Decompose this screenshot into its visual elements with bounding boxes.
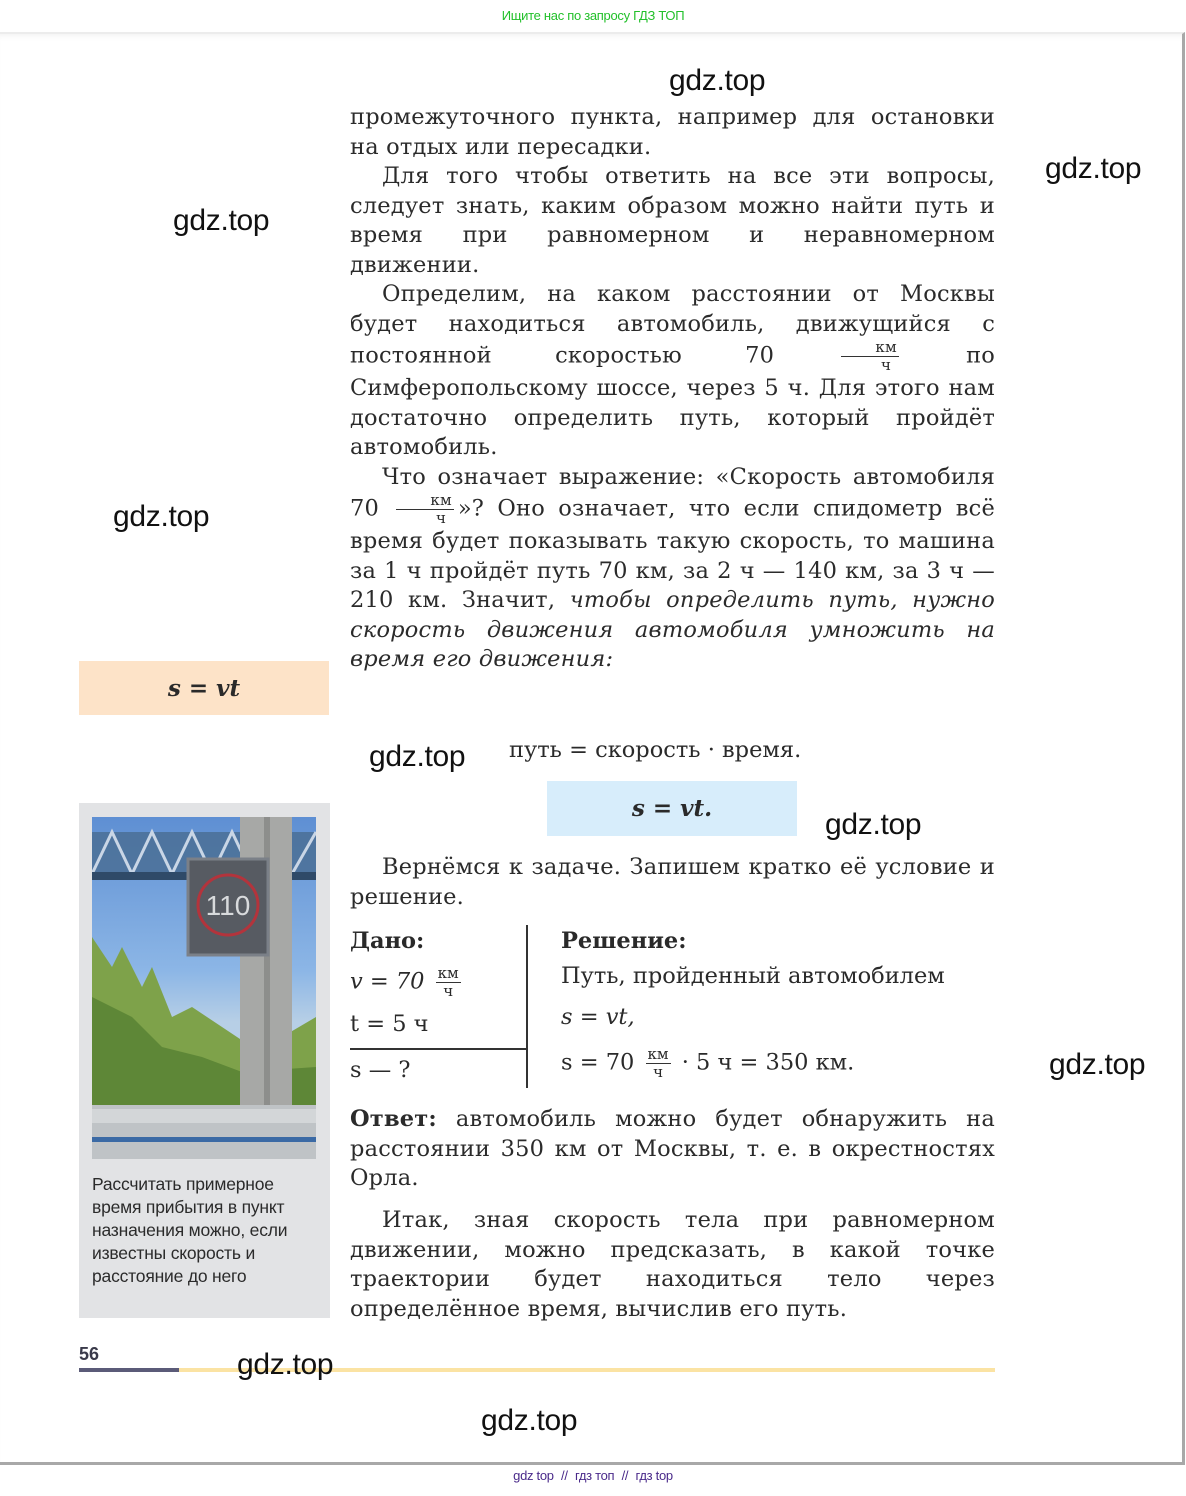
answer-block: Ответ: автомобиль можно будет обнаружить на расстоянии 350 км от Москвы, т. е. в окрестностях Орла. — [350, 1106, 995, 1191]
solution-line-3: s = 70 $\frac{км}{ч}$ · 5 ч = 350 км. — [561, 1045, 855, 1081]
problem-intro: Вернёмся к задаче. Запишем кратко её условие и решение. — [350, 854, 995, 910]
sidebar-photo-box — [79, 803, 330, 1318]
solution-line-2: s = vt, — [561, 1004, 635, 1030]
footer-separator: // — [621, 1468, 629, 1483]
unit-fraction-kmh: $\frac{км}{ч}$ — [396, 492, 453, 527]
solution-line-1: Путь, пройденный автомобилем — [561, 963, 945, 989]
watermark: gdz.top — [825, 808, 922, 841]
watermark: gdz.top — [1045, 152, 1142, 185]
main-text-column — [350, 103, 995, 675]
footer-rule-dark — [79, 1368, 179, 1372]
table-divider-horizontal — [350, 1048, 527, 1050]
watermark: gdz.top — [1049, 1048, 1146, 1081]
paragraph-4: Что означает выражение: «Скорость автомобиля 70 $\frac{км}{ч}$ »? Оно означает, что если спидометр всё время будет показывать такую скорость, то машина за 1 ч пройдёт путь 70 км, за 2 ч — 140 км, за 3 ч — 210 км. Значит, чтобы определить путь, нужно скорость движения автомобиля умножить на время его движения: — [350, 463, 995, 672]
word-formula: путь = скорость · время. — [509, 737, 802, 763]
watermark: gdz.top — [481, 1404, 578, 1437]
answer-label: Ответ: — [350, 1106, 437, 1132]
page-number: 56 — [79, 1344, 100, 1364]
watermark: gdz.top — [237, 1348, 334, 1381]
solution-label: Решение: — [561, 928, 687, 954]
rule-italic: чтобы определить путь, нужно скорость движения автомобиля умножить на время его движения: — [350, 587, 995, 672]
footer-link-gdz-top-ru[interactable]: гдз топ — [574, 1468, 615, 1483]
speed-sign-illustration — [92, 817, 316, 1159]
conclusion-paragraph: Итак, зная скорость тела при равномерном движении, можно предсказать, в какой точке траектории будет находиться тело через определённое время, вычислив его путь. — [350, 1207, 995, 1322]
watermark: gdz.top — [113, 500, 210, 533]
paragraph-2: Для того чтобы ответить на все эти вопросы, следует знать, каким образом можно найти путь и время при равномерном и неравномерном движении. — [350, 163, 995, 278]
sidebar-formula-box: s = vt — [79, 661, 329, 715]
find-distance: s — ? — [350, 1057, 411, 1083]
unit-fraction-kmh: $\frac{км}{ч}$ — [841, 339, 898, 374]
footer-links — [0, 1468, 1186, 1483]
footer-link-gdz-top-mixed[interactable]: гдз top — [635, 1468, 673, 1483]
watermark: gdz.top — [669, 64, 766, 97]
watermark: gdz.top — [369, 740, 466, 773]
photo-caption: Рассчитать примерное время прибытия в пункт назначения можно, если известны скорость и расстояние до него — [92, 1174, 288, 1286]
search-hint-banner: Ищите нас по запросу ГДЗ ТОП — [501, 8, 685, 23]
given-time: t = 5 ч — [350, 1011, 429, 1037]
svg-text:110: 110 — [205, 890, 251, 921]
paragraph-1: промежуточного пункта, например для остановки на отдых или пересадки. — [350, 104, 995, 160]
given-label: Дано: — [350, 928, 425, 954]
given-solution-table — [350, 925, 995, 1090]
footer-separator: // — [561, 1468, 568, 1483]
given-column — [350, 925, 526, 1090]
given-velocity: v = 70 $\frac{км}{ч}$ — [350, 964, 459, 1000]
center-formula-box: s = vt. — [547, 781, 797, 836]
watermark: gdz.top — [173, 204, 270, 237]
table-divider-vertical — [526, 925, 528, 1088]
footer-link-gdz-top[interactable]: gdz top — [513, 1468, 554, 1483]
paragraph-3: Определим, на каком расстоянии от Москвы будет находиться автомобиль, движущийся с постоянной скоростью 70 $\frac{км}{ч}$ по Симферопольскому шоссе, через 5 ч. Для этого нам достаточно определить путь, который пройдёт автомобиль. — [350, 281, 996, 460]
highway-sign-photo — [92, 817, 316, 1159]
